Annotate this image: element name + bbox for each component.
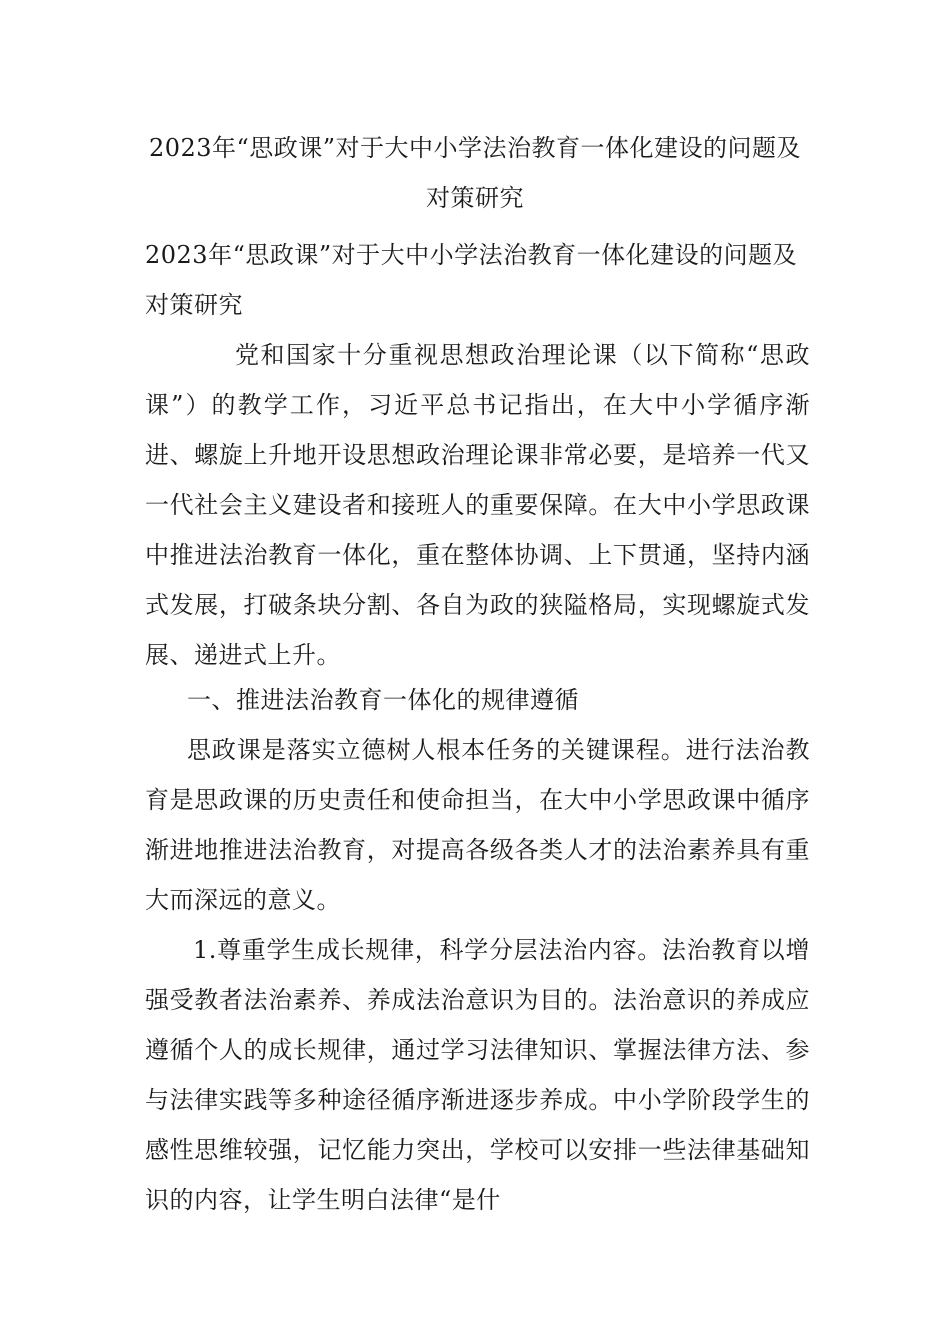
section-heading: 一、推进法治教育一体化的规律遵循 [187, 686, 579, 714]
paragraph-point-one: 1.尊重学生成长规律，科学分层法治内容。法治教育以增强受教者法治素养、养成法治意识为目的。法治意识的养成应遵循个人的成长规律，通过学习法律知识、掌握法律方法、参与法律实践等多种途径循序渐进逐步养成。中小学阶段学生的感性思维较强，记忆能力突出，学校可以安排一些法律基础知识的内容，让学生明白法律“是什 [145, 936, 810, 1214]
document-title-centered: 2023年“思政课”对于大中小学法治教育一体化建设的问题及对策研究 [148, 134, 802, 212]
paragraph-course-role: 思政课是落实立德树人根本任务的关键课程。进行法治教育是思政课的历史责任和使命担当，在大中小学思政课中循序渐进地推进法治教育，对提高各级各类人才的法治素养具有重大而深远的意义。 [145, 736, 810, 914]
document-title-repeat: 2023年“思政课”对于大中小学法治教育一体化建设的问题及对策研究 [145, 241, 798, 319]
paragraph-intro: 党和国家十分重视思想政治理论课（以下简称“思政课”）的教学工作，习近平总书记指出，在大中小学循序渐进、螺旋上升地开设思想政治理论课非常必要，是培养一代又一代社会主义建设者和接班人的重要保障。在大中小学思政课中推进法治教育一体化，重在整体协调、上下贯通，坚持内涵式发展，打破条块分割、各自为政的狭隘格局，实现螺旋式发展、递进式上升。 [145, 341, 810, 669]
